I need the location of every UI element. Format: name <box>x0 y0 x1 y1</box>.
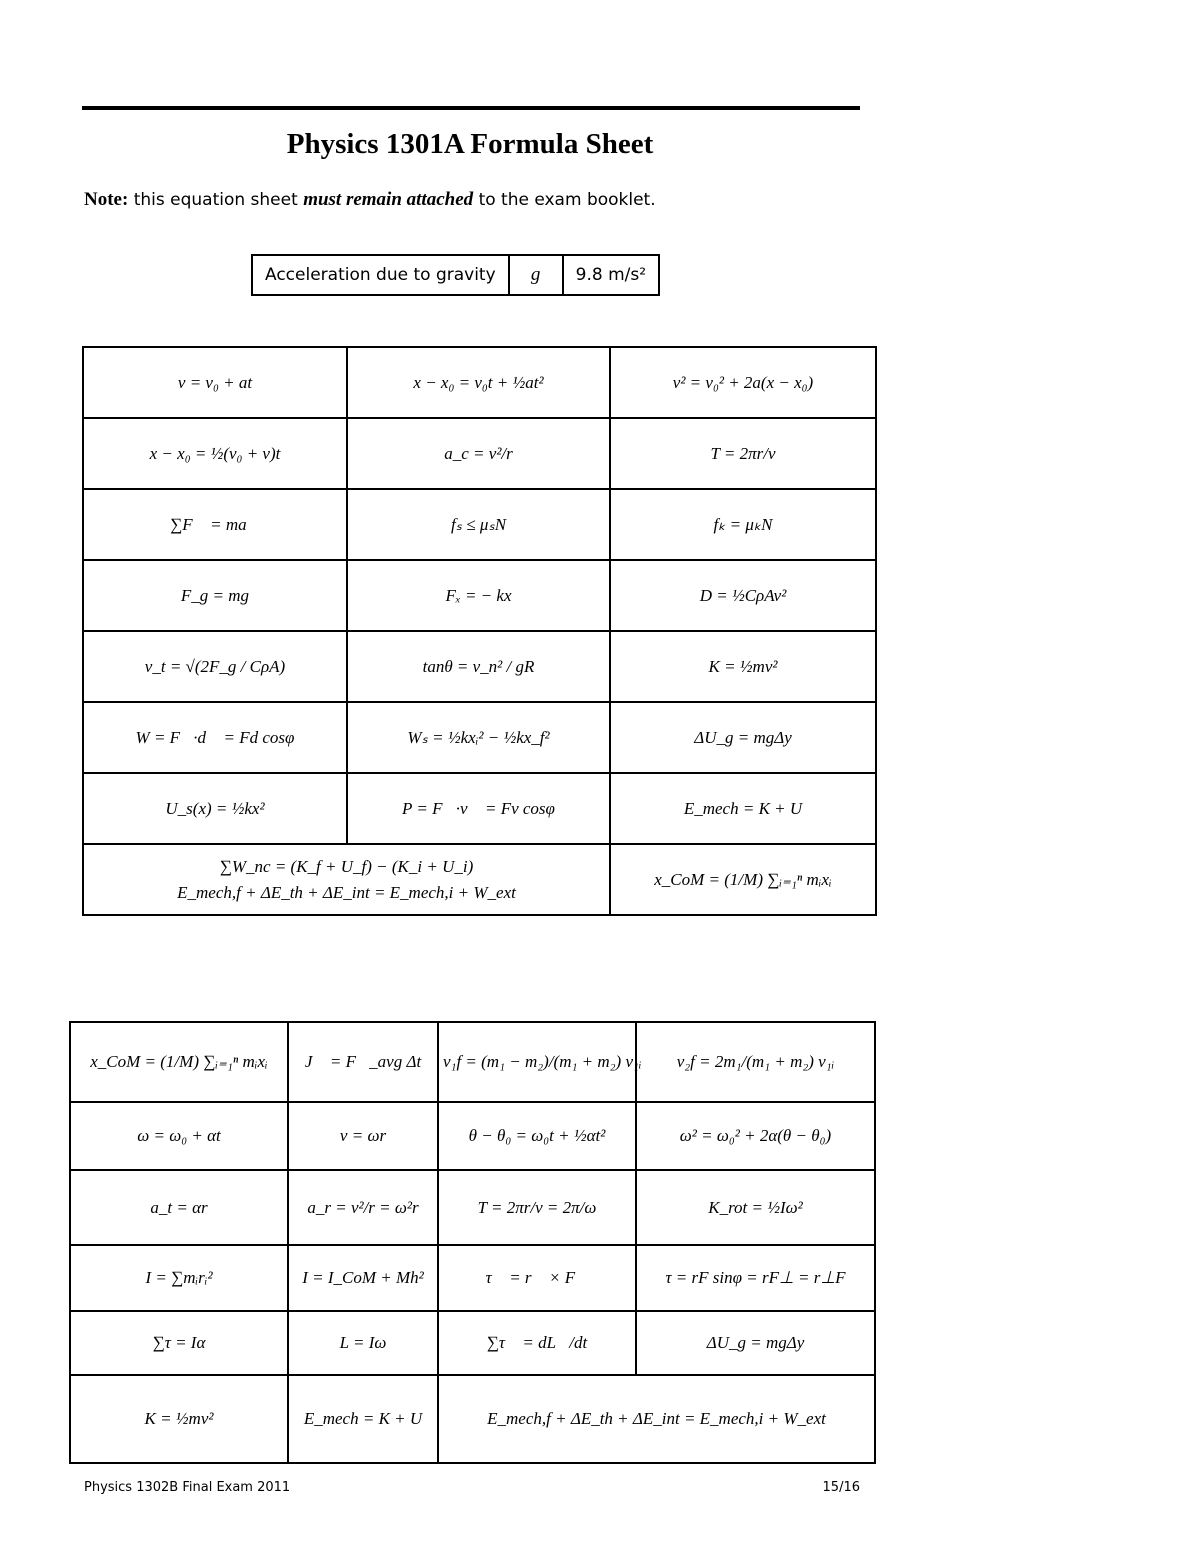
formula-cell: ΔU_g = mgΔy <box>610 702 876 773</box>
table-row <box>83 347 876 418</box>
formula-cell: fₖ = μₖN <box>610 489 876 560</box>
gravity-symbol: g <box>509 255 563 295</box>
formula-cell: E_mech = K + U <box>288 1375 438 1463</box>
table-row <box>70 1170 875 1245</box>
formula-cell: tanθ = v_n² / gR <box>347 631 610 702</box>
formula-cell: ∑τ = Iα <box>70 1311 288 1375</box>
formula-cell-energy-conservation: E_mech,f + ΔE_th + ΔE_int = E_mech,i + W_ext <box>438 1375 875 1463</box>
note-label: Note: <box>84 189 129 210</box>
formula-cell: τ = rF sinφ = rF⊥ = r⊥F <box>636 1245 875 1311</box>
footer-exam-label: Physics 1302B Final Exam 2011 <box>84 1480 291 1495</box>
table-row <box>83 418 876 489</box>
formula-cell: I = ∑mᵢrᵢ² <box>70 1245 288 1311</box>
formula-cell: x_CoM = (1/M) ∑ᵢ₌₁ⁿ mᵢxᵢ <box>610 844 876 915</box>
formula-cell: a_r = v²/r = ω²r <box>288 1170 438 1245</box>
table-row <box>83 560 876 631</box>
formula-cell: L = Iω <box>288 1311 438 1375</box>
formula-cell: ∑F⃗ = ma⃗ <box>83 489 347 560</box>
table-row <box>70 1375 875 1463</box>
formula-cell: x_CoM = (1/M) ∑ᵢ₌₁ⁿ mᵢxᵢ <box>70 1022 288 1102</box>
gravity-label: Acceleration due to gravity <box>252 255 509 295</box>
formula-cell: ω² = ω₀² + 2α(θ − θ₀) <box>636 1102 875 1170</box>
formula-cell: θ − θ₀ = ω₀t + ½αt² <box>438 1102 636 1170</box>
formula-cell: v = v₀ + at <box>83 347 347 418</box>
formula-cell: v_t = √(2F_g / CρA) <box>83 631 347 702</box>
formula-cell: τ⃗ = r⃗ × F⃗ <box>438 1245 636 1311</box>
page-title: Physics 1301A Formula Sheet <box>286 128 654 160</box>
formula-cell: E_mech = K + U <box>610 773 876 844</box>
formula-cell: v₁f = (m₁ − m₂)/(m₁ + m₂) v₁ᵢ <box>438 1022 636 1102</box>
formula-line: E_mech,f + ΔE_th + ΔE_int = E_mech,i + W_ext <box>177 882 516 902</box>
formula-cell: Fₓ = − kx <box>347 560 610 631</box>
table-row <box>83 489 876 560</box>
note-emphasis: must remain attached <box>303 189 474 210</box>
formula-cell: v² = v₀² + 2a(x − x₀) <box>610 347 876 418</box>
formula-cell: F_g = mg <box>83 560 347 631</box>
formula-cell: fₛ ≤ μₛN <box>347 489 610 560</box>
formula-cell: ω = ω₀ + αt <box>70 1102 288 1170</box>
table-row <box>70 1245 875 1311</box>
formula-cell: U_s(x) = ½kx² <box>83 773 347 844</box>
formula-cell: x − x₀ = v₀t + ½at² <box>347 347 610 418</box>
table-row <box>83 773 876 844</box>
note-text-before: this equation sheet <box>133 190 298 210</box>
table-row <box>70 1311 875 1375</box>
table-row <box>83 702 876 773</box>
formula-table-kinematics-dynamics <box>82 346 877 916</box>
header-rule <box>82 106 860 110</box>
formula-cell: T = 2πr/v <box>610 418 876 489</box>
formula-cell: x − x₀ = ½(v₀ + v)t <box>83 418 347 489</box>
formula-cell: D = ½CρAv² <box>610 560 876 631</box>
formula-cell: ∑τ⃗ = dL⃗/dt <box>438 1311 636 1375</box>
table-row <box>70 1102 875 1170</box>
formula-cell: T = 2πr/v = 2π/ω <box>438 1170 636 1245</box>
table-row <box>70 1022 875 1102</box>
formula-cell-energy-conservation <box>83 844 610 915</box>
formula-cell: a_t = αr <box>70 1170 288 1245</box>
formula-cell: a_c = v²/r <box>347 418 610 489</box>
gravity-value: 9.8 m/s² <box>563 255 659 295</box>
formula-cell: ΔU_g = mgΔy <box>636 1311 875 1375</box>
table-row <box>83 631 876 702</box>
formula-cell: K_rot = ½Iω² <box>636 1170 875 1245</box>
formula-cell: v = ωr <box>288 1102 438 1170</box>
formula-cell: K = ½mv² <box>610 631 876 702</box>
gravity-constant-table <box>251 254 660 296</box>
formula-cell: v₂f = 2m₁/(m₁ + m₂) v₁ᵢ <box>636 1022 875 1102</box>
formula-cell: Wₛ = ½kxᵢ² − ½kx_f² <box>347 702 610 773</box>
formula-cell: J⃗ = F⃗_avg Δt <box>288 1022 438 1102</box>
formula-cell: W = F⃗·d⃗ = Fd cosφ <box>83 702 347 773</box>
footer-page-number: 15/16 <box>822 1480 860 1495</box>
formula-cell: P = F⃗·v⃗ = Fv cosφ <box>347 773 610 844</box>
note-text-after: to the exam booklet. <box>478 190 656 210</box>
formula-cell: K = ½mv² <box>70 1375 288 1463</box>
formula-line: ∑W_nc = (K_f + U_f) − (K_i + U_i) <box>219 856 474 876</box>
formula-table-rotation-momentum <box>69 1021 876 1464</box>
table-row <box>83 844 876 915</box>
formula-cell: I = I_CoM + Mh² <box>288 1245 438 1311</box>
note-paragraph <box>84 189 656 211</box>
